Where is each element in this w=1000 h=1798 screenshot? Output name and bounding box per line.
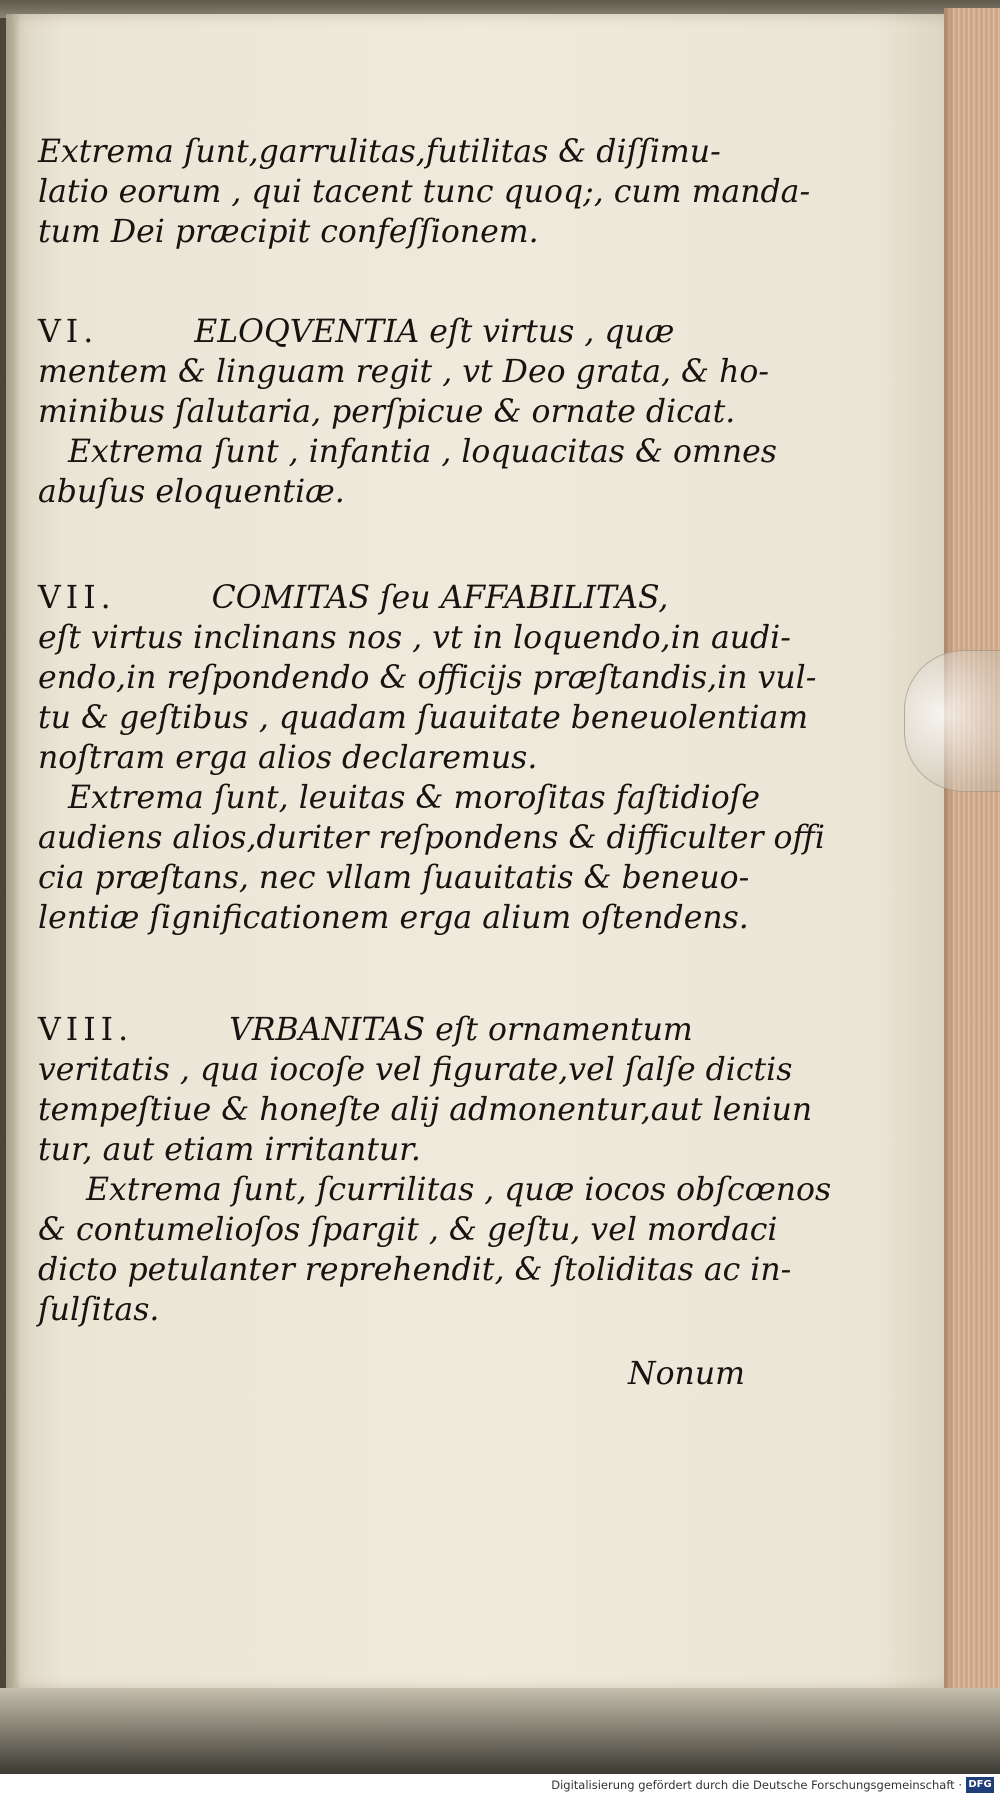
text-line: VRBANITAS eſt ornamentum [229,1012,693,1048]
catchword: Nonum [628,1356,745,1392]
section-number: VIII. [38,1012,134,1048]
text-line: ELOQVENTIA eſt virtus , quæ [194,314,675,350]
text-line: abuſus eloquentiæ. [38,474,345,510]
text-line: noſtram erga alios declaremus. [38,740,538,776]
text-line: cia præſtans, nec vllam ſuauitatis & beneuo- [38,860,750,896]
text-line: Extrema ſunt , infantia , loquacitas & omnes [68,434,777,470]
text-block-extrema-intro [38,132,811,252]
text-line: COMITAS ſeu AFFABILITAS, [211,580,669,616]
text-line: audiens alios,duriter reſpondens & difficulter offi [38,820,825,856]
page-holder-clip [904,650,1000,792]
text-line: dicto petulanter reprehendit, & ſtoliditas ac in- [38,1252,792,1288]
text-line: Extrema ſunt, ſcurrilitas , quæ iocos obſcœnos [86,1172,832,1208]
text-line: eſt virtus inclinans nos , vt in loquendo,in audi- [38,620,791,656]
text-line: mentem & linguam regit , vt Deo grata, & ho- [38,354,769,390]
text-line: tum Dei præcipit confeſſionem. [38,214,539,250]
text-line: tempeſtiue & honeſte alij admonentur,aut leniun [38,1092,813,1128]
section-number: VII. [38,580,116,616]
digitization-footer [0,1774,1000,1798]
text-line: tur, aut etiam irritantur. [38,1132,421,1168]
text-line: lentiæ ſignificationem erga alium oſtendens. [38,900,749,936]
text-line: tu & geſtibus , quadam ſuauitate beneuolentiam [38,700,809,736]
section-number: VI. [38,314,99,350]
text-line: veritatis , qua iocoſe vel figurate,vel ſalſe dictis [38,1052,793,1088]
text-line: endo,in reſpondendo & officijs præſtandis,in vul- [38,660,817,696]
text-line: Extrema ſunt,garrulitas,futilitas & diſſimu- [38,134,721,170]
dfg-logo: DFG [966,1777,994,1793]
section-viii-urbanitas [38,1010,832,1330]
text-line: Extrema ſunt, leuitas & moroſitas faſtidioſe [68,780,760,816]
section-vi-eloquentia [38,312,777,512]
text-line: minibus ſalutaria, perſpicue & ornate dicat. [38,394,736,430]
book-bottom-edge [0,1688,1000,1774]
footer-credit: Digitalisierung gefördert durch die Deutsche Forschungsgemeinschaft · [551,1778,962,1792]
text-line: ſulſitas. [38,1292,160,1328]
page-gutter-shadow [6,14,20,1690]
text-line: & contumelioſos ſpargit , & geſtu, vel mordaci [38,1212,778,1248]
text-line: latio eorum , qui tacent tunc quoq;, cum manda- [38,174,811,210]
section-vii-comitas [38,578,825,938]
fore-edge-shadow [944,8,954,1700]
